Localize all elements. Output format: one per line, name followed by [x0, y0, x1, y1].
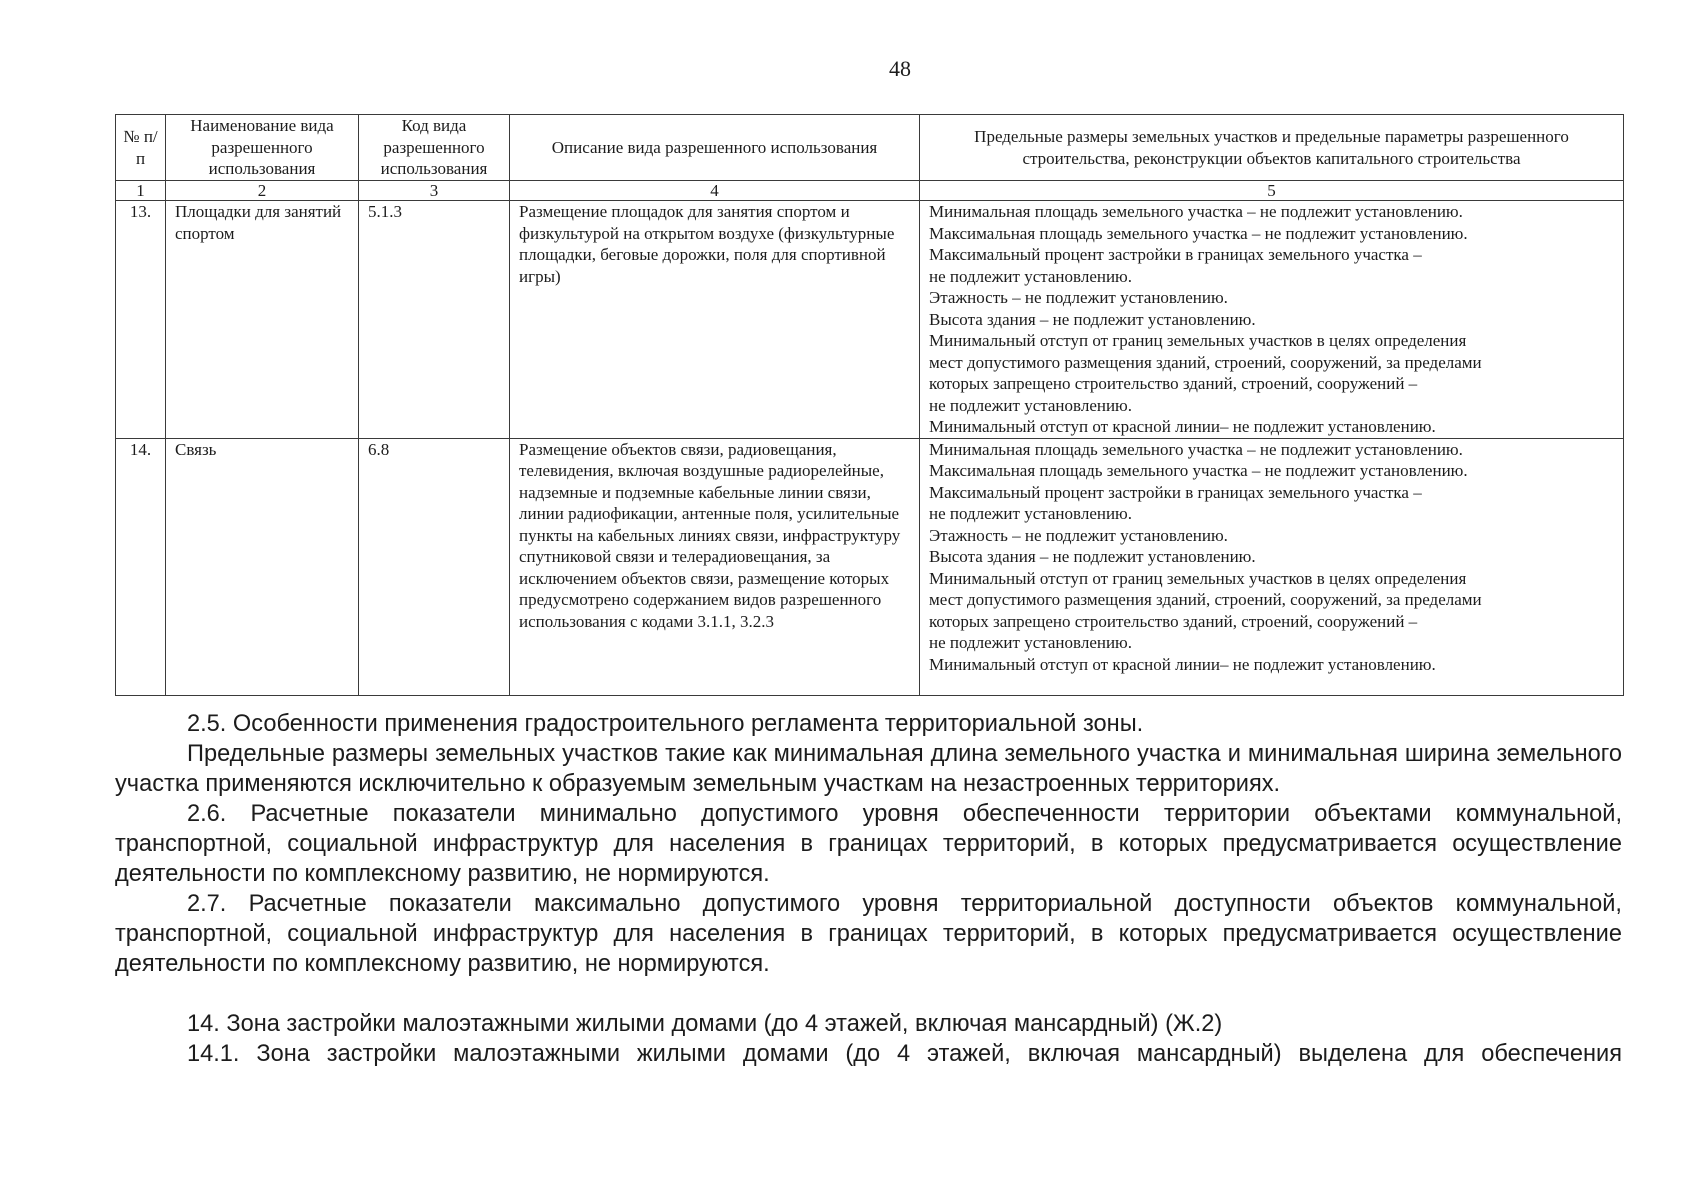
header-use-description: Описание вида разрешенного использования [510, 115, 920, 181]
use-parameters [920, 438, 1624, 695]
parameter-line: Минимальная площадь земельного участка – не подлежит установлению. [929, 202, 1463, 221]
parameter-line: которых запрещено строительство зданий, строений, сооружений – [929, 611, 1418, 631]
use-parameters [920, 201, 1624, 439]
header-use-name: Наименование вида разрешенного использования [166, 115, 359, 181]
paragraph-2-5: 2.5. Особенности применения градостроительного регламента территориальной зоны. [187, 711, 1144, 737]
use-description: Размещение площадок для занятия спортом и физкультурой на открытом воздухе (физкультурные площадки, беговые дорожки, поля для спортивной игры) [510, 201, 920, 439]
row-number: 13. [116, 201, 166, 439]
header-number: № п/п [116, 115, 166, 181]
parameter-line: Минимальный отступ от красной линии– не подлежит установлению. [929, 417, 1436, 436]
use-name: Связь [166, 438, 359, 695]
parameter-line: Минимальный отступ от красной линии– не подлежит установлению. [929, 654, 1436, 674]
table-row [116, 201, 1624, 439]
document-body [115, 709, 1622, 1069]
parameter-line: мест допустимого размещения зданий, строений, сооружений, за пределами [929, 352, 1482, 372]
use-name: Площадки для занятий спортом [166, 201, 359, 439]
column-number: 2 [166, 181, 359, 201]
parameter-line: мест допустимого размещения зданий, строений, сооружений, за пределами [929, 590, 1482, 609]
section-heading-zone-14: 14. Зона застройки малоэтажными жилыми домами (до 4 этажей, включая мансардный) (Ж.2) [187, 1011, 1223, 1037]
parameter-line: Минимальный отступ от границ земельных участков в целях определения [929, 331, 1467, 350]
parameter-line: Минимальная площадь земельного участка – не подлежит установлению. [929, 439, 1463, 459]
table-row [116, 438, 1624, 695]
use-code: 5.1.3 [359, 201, 510, 439]
header-use-code: Код вида разрешенного использования [359, 115, 510, 181]
table-header-row [116, 115, 1624, 181]
parameter-line: Этажность – не подлежит установлению. [929, 525, 1228, 545]
paragraph-14-1: 14.1. Зона застройки малоэтажными жилыми домами (до 4 этажей, включая мансардный) выделена для обеспечения [187, 1041, 1622, 1067]
parameter-line: Максимальный процент застройки в границах земельного участка – [929, 245, 1422, 264]
column-number: 1 [116, 181, 166, 201]
parameter-line: Максимальная площадь земельного участка – не подлежит установлению. [929, 223, 1468, 243]
parameter-line: Максимальный процент застройки в границах земельного участка – [929, 482, 1422, 502]
use-description: Размещение объектов связи, радиовещания, телевидения, включая воздушные радиорелейные, надземные и подземные кабельные линии связи, линии радиофикации, антенные поля, усилительные пункты на кабельных линиях связи, инфраструктуру спутниковой связи и телерадиовещания, за исключением объектов связи, размещение которых предусмотрено содержанием видов разрешенного использования с кодами 3.1.1, 3.2.3 [510, 438, 920, 695]
column-number: 3 [359, 181, 510, 201]
parameter-line: Этажность – не подлежит установлению. [929, 288, 1228, 307]
land-use-table [115, 114, 1624, 696]
parameter-line: Максимальная площадь земельного участка – не подлежит установлению. [929, 461, 1468, 480]
parameter-line: не подлежит установлению. [929, 395, 1133, 415]
parameter-line: Высота здания – не подлежит установлению. [929, 547, 1256, 566]
parameter-line: не подлежит установлению. [929, 504, 1133, 523]
parameter-line: Минимальный отступ от границ земельных участков в целях определения [929, 568, 1467, 588]
page-number: 48 [889, 56, 911, 81]
header-parameters: Предельные размеры земельных участков и предельные параметры разрешенного строительства, реконструкции объектов капитального строительства [920, 115, 1624, 181]
row-number: 14. [116, 438, 166, 695]
column-number: 5 [920, 181, 1624, 201]
parameter-line: не подлежит установлению. [929, 266, 1133, 286]
use-code: 6.8 [359, 438, 510, 695]
column-number-row [116, 181, 1624, 201]
paragraph-2-7: 2.7. Расчетные показатели максимально допустимого уровня территориальной доступности объектов коммунальной, транспортной, социальной инфраструктур для населения в границах территорий, в которых предусматривается осуществление деятельности по комплексному развитию, не нормируются. [115, 891, 1622, 977]
parameter-line: Высота здания – не подлежит установлению. [929, 309, 1256, 329]
parameter-line: которых запрещено строительство зданий, строений, сооружений – [929, 374, 1418, 393]
paragraph-2-6: 2.6. Расчетные показатели минимально допустимого уровня обеспеченности территории объектами коммунальной, транспортной, социальной инфраструктур для населения в границах территорий, в которых предусматривается осуществление деятельности по комплексному развитию, не нормируются. [115, 801, 1622, 887]
paragraph-plot-sizes: Предельные размеры земельных участков такие как минимальная длина земельного участка и минимальная ширина земельного участка применяются исключительно к образуемым земельным участкам на незастроенных территориях. [115, 741, 1622, 797]
parameter-line: не подлежит установлению. [929, 633, 1133, 652]
column-number: 4 [510, 181, 920, 201]
